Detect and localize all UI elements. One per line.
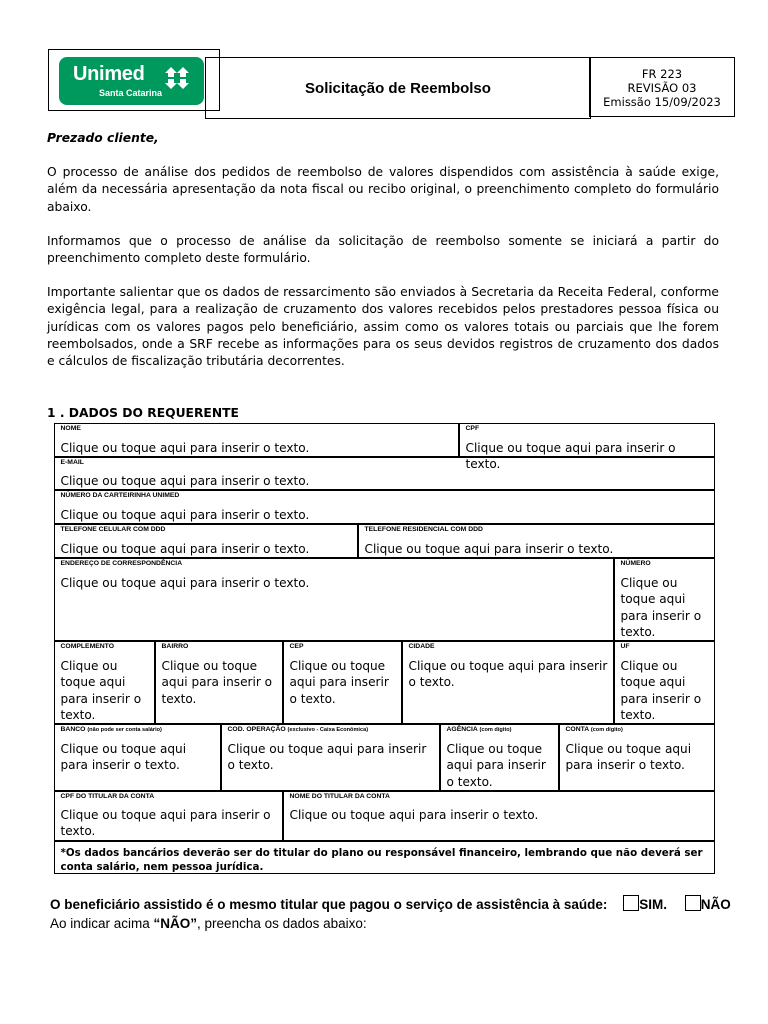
email-input[interactable]: Clique ou toque aqui para inserir o texto. [60,473,310,488]
bairro-label: BAIRRO [161,642,189,650]
nome-titular-field[interactable] [283,791,715,841]
carteirinha-field[interactable] [54,490,715,524]
unimed-symbol-icon [165,67,189,89]
nome-field[interactable] [54,423,459,457]
unimed-logo [59,57,204,105]
email-label: E-MAIL [60,458,84,466]
form-code-box [589,57,735,117]
banco-note: (não pode ser conta salário) [87,726,162,733]
tel-residencial-field[interactable] [358,524,715,558]
yes-checkbox[interactable] [623,895,639,911]
nome-titular-input[interactable]: Clique ou toque aqui para inserir o texto. [289,807,539,822]
banco-label: BANCO (não pode ser conta salário) [60,725,162,733]
uf-input[interactable]: Clique ou toque aqui para inserir o texto. [620,658,702,722]
agencia-field[interactable] [440,724,559,791]
cod-operacao-field[interactable] [221,724,440,791]
hint-bold: “NÃO” [153,916,198,931]
cpf-titular-field[interactable] [54,791,283,841]
nome-input[interactable]: Clique ou toque aqui para inserir o texto. [60,440,310,455]
conta-label: CONTA (com dígito) [565,725,623,733]
cidade-input[interactable]: Clique ou toque aqui para inserir o texto. [408,658,608,689]
agencia-note: (com dígito) [479,726,512,733]
uf-label: UF [620,642,630,650]
cpf-titular-input[interactable]: Clique ou toque aqui para inserir o texto. [60,807,271,838]
uf-field[interactable] [614,641,715,724]
endereco-label: ENDEREÇO DE CORRESPONDÊNCIA [60,559,183,567]
intro-text [47,130,719,387]
conta-field[interactable] [559,724,715,791]
cep-label: CEP [289,642,304,650]
tel-residencial-input[interactable]: Clique ou toque aqui para inserir o texto. [364,541,614,556]
complemento-input[interactable]: Clique ou toque aqui para inserir o texto. [60,658,142,722]
no-instruction [50,916,367,931]
cpf-field[interactable] [459,423,715,471]
tel-celular-field[interactable] [54,524,358,558]
hint-prefix: Ao indicar acima [50,916,154,931]
cpf-input[interactable]: Clique ou toque aqui para inserir o texto. [465,440,676,471]
no-checkbox[interactable] [685,895,701,911]
hint-suffix: , preencha os dados abaixo: [197,916,367,931]
banco-field[interactable] [54,724,221,791]
document-header [48,49,736,119]
cpf-label: CPF [465,424,480,432]
cod-operacao-note: (exclusivo - Caixa Econômica) [287,726,369,733]
endereco-field[interactable] [54,558,614,641]
cpf-titular-label: CPF DO TITULAR DA CONTA [60,792,155,800]
complemento-field[interactable] [54,641,155,724]
nome-titular-label: NOME DO TITULAR DA CONTA [289,792,390,800]
page-title: Solicitação de Reembolso [205,57,591,119]
bank-note: *Os dados bancários deverão ser do titular do plano ou responsável financeiro, lembrando que não deverá ser conta salário, nem pessoa jurídica. [60,846,703,873]
tel-celular-label: TELEFONE CELULAR COM DDD [60,525,166,533]
intro-paragraph-1: O processo de análise dos pedidos de reembolso de valores dispendidos com assistência à saúde exige, além da necessária apresentação da nota fiscal ou recibo original, o preenchimento completo do formulário abaixo. [47,165,719,214]
requester-form [54,423,715,874]
same-holder-question [50,895,731,912]
no-label: NÃO [700,897,731,912]
intro-paragraph-2: Informamos que o processo de análise da solicitação de reembolso somente se iniciará a partir do preenchimento completo deste formulário. [47,233,719,266]
form-emission-date: Emissão 15/09/2023 [603,95,721,109]
agencia-label: AGÊNCIA (com dígito) [446,725,512,733]
endereco-input[interactable]: Clique ou toque aqui para inserir o texto. [60,575,310,590]
bank-note-box [54,841,715,874]
section-title: 1 . DADOS DO REQUERENTE [47,406,239,420]
numero-label: NÚMERO [620,559,651,567]
email-field[interactable] [54,457,715,490]
carteirinha-label: NÚMERO DA CARTEIRINHA UNIMED [60,491,180,499]
nome-label: NOME [60,424,81,432]
conta-input[interactable]: Clique ou toque aqui para inserir o texto. [565,741,692,772]
form-revision: REVISÃO 03 [627,81,697,95]
intro-paragraph-3: Importante salientar que os dados de ressarcimento são enviados à Secretaria da Receita Federal, conforme exigência legal, para a realização de cruzamento dos valores recebidos pelos prestadores pessoa física ou jurídicas com os valores pagos pelo beneficiário, assim como os valores totais ou parciais que lhe forem reembolsados, onde a SRF recebe as informações para os seus devidos registros de cruzamento dos dados e cálculos de fiscalização tributária decorrentes. [47,285,719,369]
cidade-label: CIDADE [408,642,435,650]
numero-input[interactable]: Clique ou toque aqui para inserir o texto. [620,575,702,639]
logo-name: Unimed [73,63,145,85]
conta-note: (com dígito) [590,726,623,733]
tel-celular-input[interactable]: Clique ou toque aqui para inserir o texto. [60,541,310,556]
cep-input[interactable]: Clique ou toque aqui para inserir o texto. [289,658,389,706]
tel-residencial-label: TELEFONE RESIDENCIAL COM DDD [364,525,483,533]
yes-label: SIM. [639,897,667,912]
bairro-field[interactable] [155,641,283,724]
carteirinha-input[interactable]: Clique ou toque aqui para inserir o texto. [60,507,310,522]
banco-input[interactable]: Clique ou toque aqui para inserir o texto. [60,741,187,772]
form-code: FR 223 [641,67,683,81]
cep-field[interactable] [283,641,402,724]
agencia-input[interactable]: Clique ou toque aqui para inserir o texto. [446,741,546,789]
numero-field[interactable] [614,558,715,641]
cod-operacao-label: COD. OPERAÇÃO (exclusivo - Caixa Econômica) [227,725,369,733]
logo-subtitle: Santa Catarina [99,88,163,98]
complemento-label: COMPLEMENTO [60,642,114,650]
greeting: Prezado cliente, [47,131,159,145]
bairro-input[interactable]: Clique ou toque aqui para inserir o texto. [161,658,273,706]
cidade-field[interactable] [402,641,614,724]
logo-box [48,49,220,111]
cod-operacao-input[interactable]: Clique ou toque aqui para inserir o texto. [227,741,427,772]
question-text: O beneficiário assistido é o mesmo titular que pagou o serviço de assistência à saúde: [50,897,608,912]
